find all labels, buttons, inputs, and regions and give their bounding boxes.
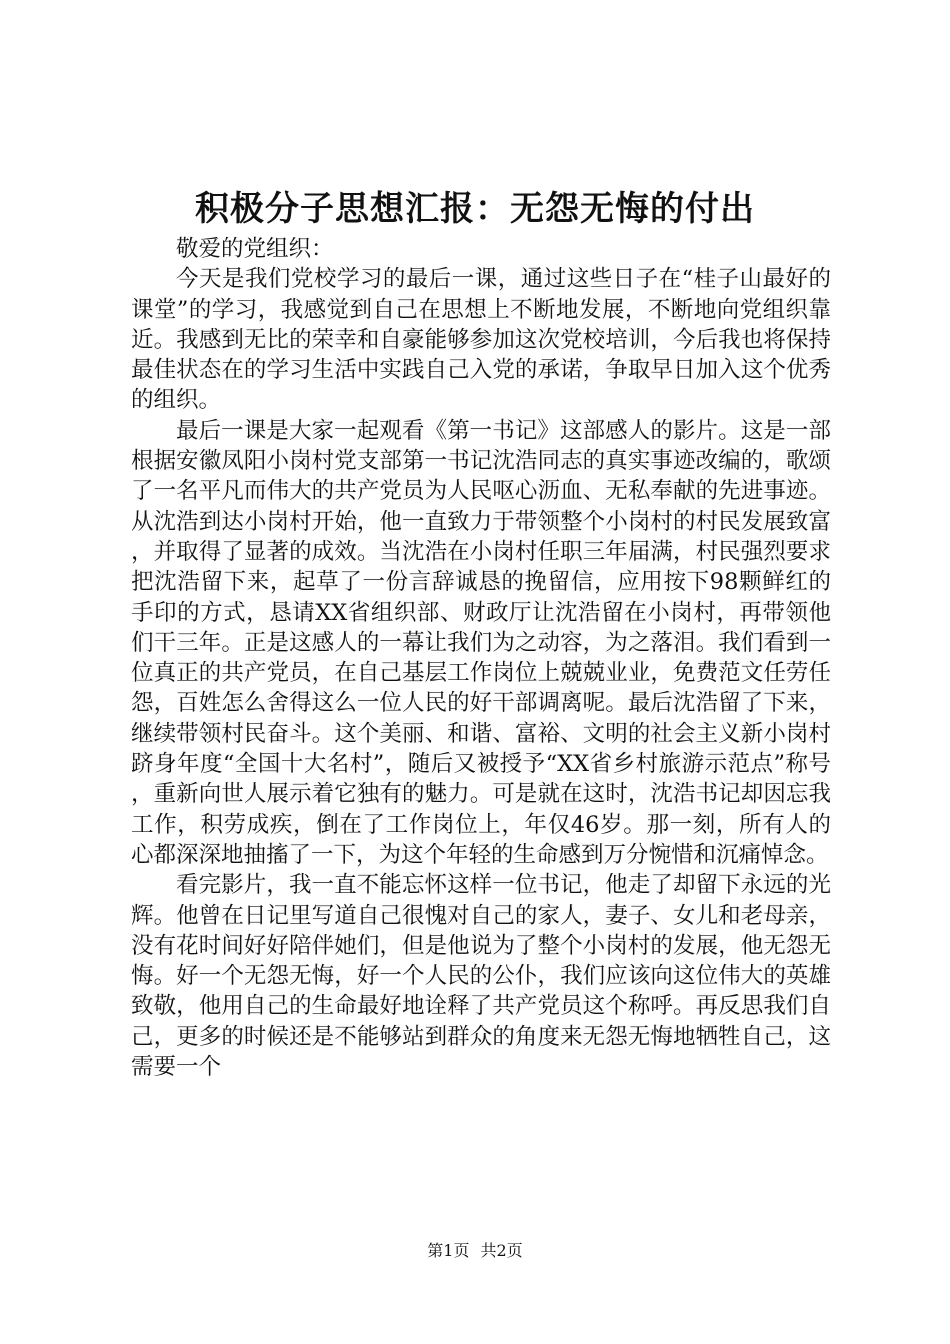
page-footer: [0, 1240, 950, 1262]
page-number: 第1页: [427, 1241, 470, 1260]
paragraph-2: 最后一课是大家一起观看《第一书记》这部感人的影片。这是一部根据安徽凤阳小岗村党支部第一书记沈浩同志的真实事迹改编的，歌颂了一名平凡而伟大的共产党员为人民呕心沥血、无私奉献的先进事迹。从沈浩到达小岗村开始，他一直致力于带领整个小岗村的村民发展致富，并取得了显著的成效。当沈浩在小岗村任职三年届满，村民强烈要求把沈浩留下来，起草了一份言辞诚恳的挽留信，应用按下98颗鲜红的手印的方式，恳请XX省组织部、财政厅让沈浩留在小岗村，再带领他们干三年。正是这感人的一幕让我们为之动容，为之落泪。我们看到一位真正的共产党员，在自己基层工作岗位上兢兢业业，免费范文任劳任怨，百姓怎么舍得这么一位人民的好干部调离呢。最后沈浩留了下来，继续带领村民奋斗。这个美丽、和谐、富裕、文明的社会主义新小岗村跻身年度“全国十大名村”，随后又被授予“XX省乡村旅游示范点”称号，重新向世人展示着它独有的魅力。可是就在这时，沈浩书记却因忘我工作，积劳成疾，倒在了工作岗位上，年仅46岁。那一刻，所有人的心都深深地抽搐了一下，为这个年轻的生命感到万分惋惜和沉痛悼念。: [131, 417, 831, 868]
page-total: 共2页: [480, 1241, 523, 1260]
salutation: 敬爱的党组织：: [176, 236, 334, 262]
paragraph-1: 今天是我们党校学习的最后一课，通过这些日子在“桂子山最好的课堂”的学习，我感觉到自己在思想上不断地发展，不断地向党组织靠近。我感到无比的荣幸和自豪能够参加这次党校培训，今后我也将保持最佳状态在的学习生活中实践自己入党的承诺，争取早日加入这个优秀的组织。: [131, 266, 831, 414]
document-title: 积极分子思想汇报：无怨无悔的付出: [195, 189, 755, 229]
paragraph-3: 看完影片，我一直不能忘怀这样一位书记，他走了却留下永远的光辉。他曾在日记里写道自己很愧对自己的家人，妻子、女儿和老母亲，没有花时间好好陪伴她们，但是他说为了整个小岗村的发展，他无怨无悔。好一个无怨无悔，好一个人民的公仆，我们应该向这位伟大的英雄致敬，他用自己的生命最好地诠释了共产党员这个称呼。再反思我们自己，更多的时候还是不能够站到群众的角度来无怨无悔地牺牲自己，这需要一个: [131, 872, 831, 1081]
document-body: [131, 234, 831, 1082]
